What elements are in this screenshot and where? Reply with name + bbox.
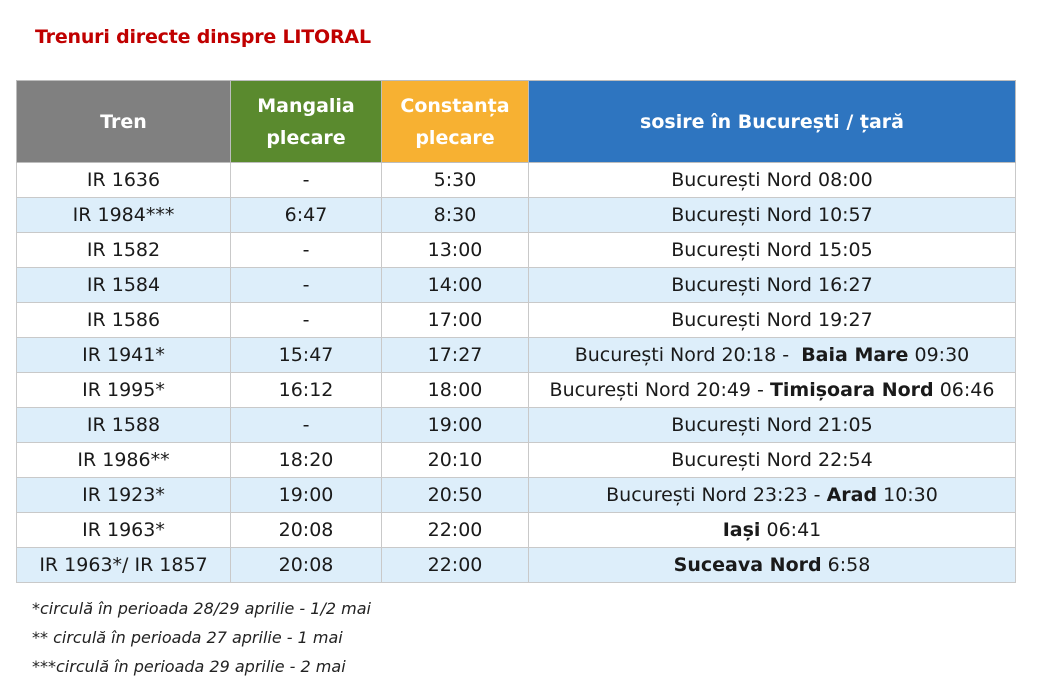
footnote: ** circulă în perioada 27 aprilie - 1 mai: [32, 628, 343, 647]
cell-tren: IR 1984***: [17, 198, 231, 233]
cell-constanta: 18:00: [382, 373, 529, 408]
header-mangalia: [231, 81, 382, 163]
table-row: [17, 233, 1016, 268]
sosire-segment: 09:30: [908, 344, 970, 366]
cell-constanta: 5:30: [382, 163, 529, 198]
cell-sosire: [529, 408, 1016, 443]
cell-mangalia: 6:47: [231, 198, 382, 233]
table-row: [17, 373, 1016, 408]
sosire-segment: București Nord 20:49 -: [549, 379, 770, 401]
cell-sosire: [529, 163, 1016, 198]
sosire-segment: 06:41: [760, 519, 822, 541]
cell-tren: IR 1588: [17, 408, 231, 443]
cell-sosire: [529, 198, 1016, 233]
sosire-segment: București Nord 10:57: [671, 204, 873, 226]
table-row: [17, 408, 1016, 443]
sosire-segment: Arad: [826, 484, 878, 506]
header-mangalia-line2: plecare: [266, 126, 346, 149]
cell-mangalia: 16:12: [231, 373, 382, 408]
table-row: [17, 338, 1016, 373]
cell-constanta: 22:00: [382, 548, 529, 583]
cell-mangalia: 15:47: [231, 338, 382, 373]
header-constanta-line1: Constanța: [400, 94, 510, 117]
cell-tren: IR 1636: [17, 163, 231, 198]
sosire-segment: București Nord 22:54: [671, 449, 873, 471]
cell-constanta: 13:00: [382, 233, 529, 268]
header-tren: Tren: [17, 81, 231, 163]
cell-mangalia: 18:20: [231, 443, 382, 478]
cell-sosire: [529, 303, 1016, 338]
table-row: [17, 443, 1016, 478]
sosire-segment: București Nord 23:23 -: [606, 484, 827, 506]
footnotes: [32, 594, 371, 681]
cell-tren: IR 1923*: [17, 478, 231, 513]
header-mangalia-line1: Mangalia: [257, 94, 355, 117]
sosire-segment: București Nord 19:27: [671, 309, 873, 331]
cell-tren: IR 1941*: [17, 338, 231, 373]
cell-sosire: [529, 548, 1016, 583]
sosire-segment: București Nord 20:18 -: [574, 344, 802, 366]
footnote: *circulă în perioada 28/29 aprilie - 1/2 mai: [32, 599, 371, 618]
cell-constanta: 22:00: [382, 513, 529, 548]
sosire-segment: 06:46: [933, 379, 995, 401]
cell-sosire: [529, 338, 1016, 373]
train-schedule-table: [16, 80, 1016, 583]
cell-tren: IR 1582: [17, 233, 231, 268]
cell-sosire: [529, 478, 1016, 513]
header-constanta-line2: plecare: [415, 126, 495, 149]
sosire-segment: 10:30: [877, 484, 938, 506]
sosire-segment: Iași: [722, 519, 761, 541]
header-constanta: [382, 81, 529, 163]
cell-mangalia: 19:00: [231, 478, 382, 513]
table-row: [17, 198, 1016, 233]
cell-constanta: 17:00: [382, 303, 529, 338]
table-header-row: [17, 81, 1016, 163]
cell-tren: IR 1995*: [17, 373, 231, 408]
footnote: ***circulă în perioada 29 aprilie - 2 mai: [32, 657, 346, 676]
sosire-segment: București Nord 21:05: [671, 414, 873, 436]
cell-sosire: [529, 233, 1016, 268]
cell-mangalia: 20:08: [231, 548, 382, 583]
cell-mangalia: -: [231, 163, 382, 198]
table-row: [17, 513, 1016, 548]
cell-mangalia: -: [231, 303, 382, 338]
cell-constanta: 19:00: [382, 408, 529, 443]
cell-sosire: [529, 513, 1016, 548]
cell-constanta: 20:10: [382, 443, 529, 478]
cell-tren: IR 1963*: [17, 513, 231, 548]
table-row: [17, 303, 1016, 338]
page-title: Trenuri directe dinspre LITORAL: [35, 26, 371, 48]
table-body: [17, 163, 1016, 583]
sosire-segment: București Nord 08:00: [671, 169, 873, 191]
table-row: [17, 268, 1016, 303]
sosire-segment: București Nord 16:27: [671, 274, 873, 296]
cell-constanta: 14:00: [382, 268, 529, 303]
cell-tren: IR 1986**: [17, 443, 231, 478]
cell-sosire: [529, 268, 1016, 303]
sosire-segment: Baia Mare: [801, 344, 909, 366]
cell-constanta: 17:27: [382, 338, 529, 373]
sosire-segment: Timișoara Nord: [769, 379, 934, 401]
cell-mangalia: 20:08: [231, 513, 382, 548]
sosire-segment: 6:58: [821, 554, 871, 576]
cell-sosire: [529, 443, 1016, 478]
cell-mangalia: -: [231, 268, 382, 303]
cell-constanta: 8:30: [382, 198, 529, 233]
header-sosire: sosire în București / țară: [529, 81, 1016, 163]
table-row: [17, 478, 1016, 513]
cell-tren: IR 1584: [17, 268, 231, 303]
sosire-segment: Suceava Nord: [673, 554, 822, 576]
cell-constanta: 20:50: [382, 478, 529, 513]
sosire-segment: București Nord 15:05: [671, 239, 873, 261]
table-row: [17, 548, 1016, 583]
table-row: [17, 163, 1016, 198]
cell-tren: IR 1963*/ IR 1857: [17, 548, 231, 583]
cell-mangalia: -: [231, 408, 382, 443]
cell-tren: IR 1586: [17, 303, 231, 338]
cell-sosire: [529, 373, 1016, 408]
cell-mangalia: -: [231, 233, 382, 268]
